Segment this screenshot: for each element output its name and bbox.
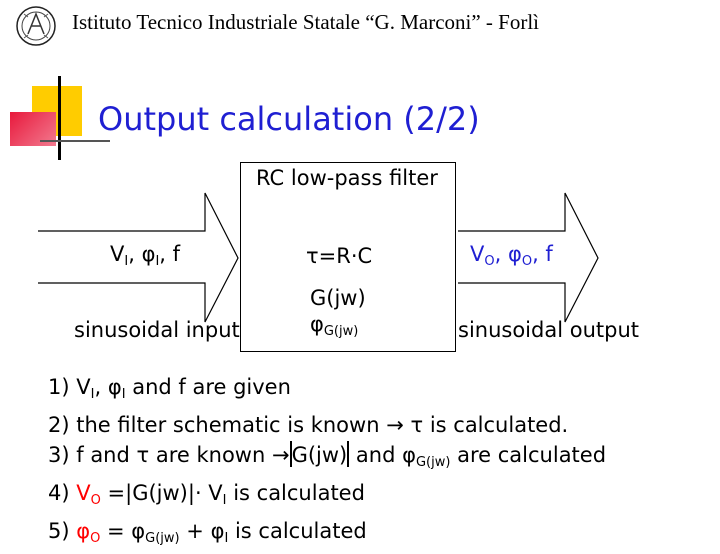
steps-list xyxy=(48,372,606,554)
step-2: 2) the filter schematic is known → τ is calculated. xyxy=(48,413,569,437)
institute-name: Istituto Tecnico Industriale Statale “G. Marconi” - Forlì xyxy=(72,10,540,34)
step-5: 5) $\varphi_O = \varphi_{G(jw)} + \varphi_I$ is calculated xyxy=(48,519,367,546)
output-caption: sinusoidal output xyxy=(458,318,639,342)
filter-label: RC low-pass filter xyxy=(256,166,438,190)
input-parameters: $V_I$, $\varphi_I$, f xyxy=(110,242,181,269)
step-1: 1) $V_I$, $\varphi_I$ and f are given xyxy=(48,375,291,402)
output-parameters: $V_O$, $\varphi_O$, f xyxy=(470,242,553,269)
slide-title: Output calculation (2/2) xyxy=(98,100,480,138)
tau-formula: τ=R·C xyxy=(306,244,373,268)
step-3: 3) f and τ are known →G(jw) and $\varphi_{G(jw)}$ are calculated xyxy=(48,443,607,470)
step-4: 4) $V_O =|G(jw)|\cdot V_I$ is calculated xyxy=(48,481,365,508)
arrow-right-icon: → xyxy=(386,413,404,437)
gain-label: G(jw) xyxy=(310,286,366,310)
arrow-right-icon: → xyxy=(271,443,290,467)
phase-label: $\varphi_{G(jw)}$ xyxy=(310,312,359,339)
input-caption: sinusoidal input xyxy=(74,318,240,342)
